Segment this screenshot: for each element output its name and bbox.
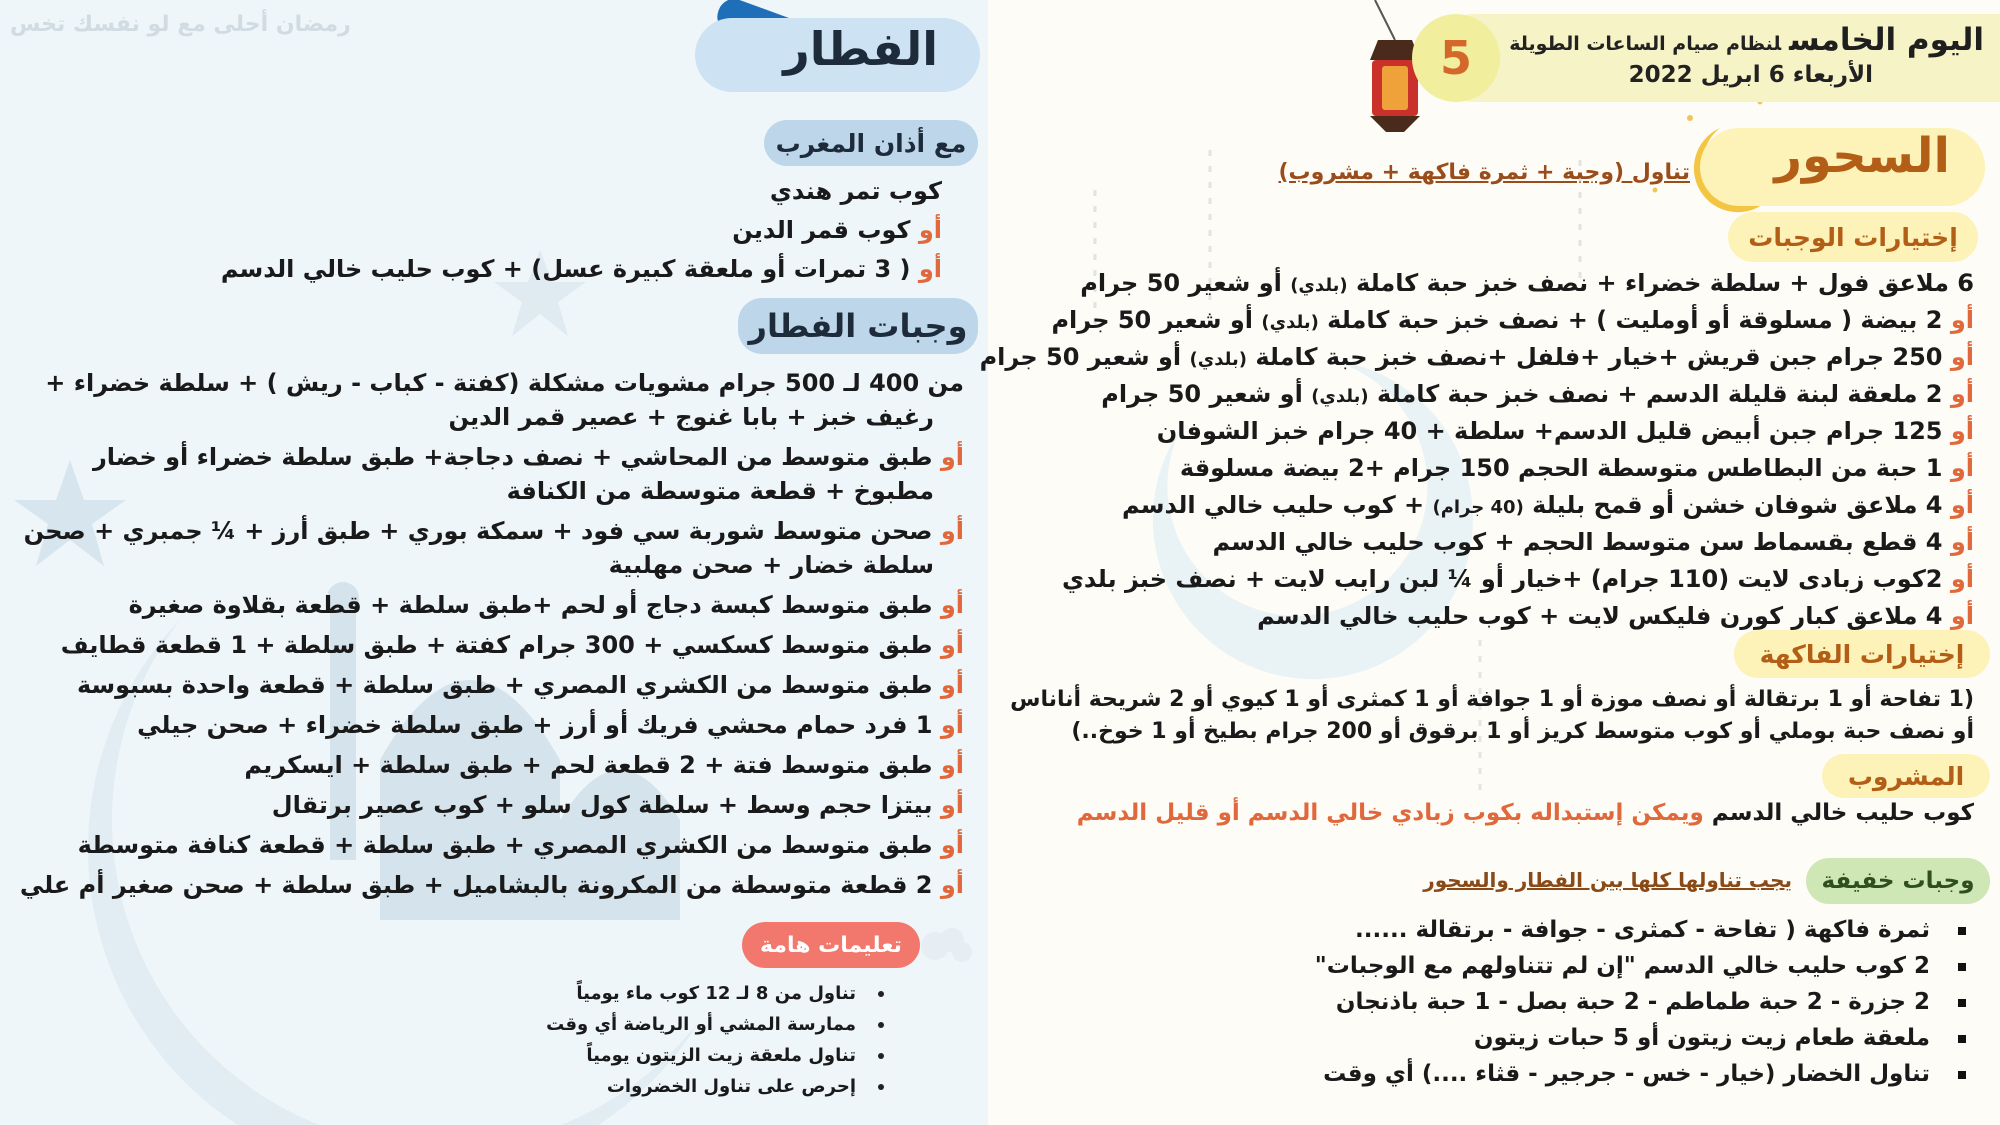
list-item: ثمرة فاكهة ( تفاحة - كمثرى - جوافة - برتقالة ...... <box>1315 912 1966 948</box>
tips-list <box>546 978 884 1102</box>
list-item: أو طبق متوسط من الكشري المصري + طبق سلطة + قطعة واحدة بسبوسة <box>76 671 964 699</box>
drink-text <box>1077 800 1974 826</box>
fruit-heading: إختيارات الفاكهة <box>1734 630 1990 678</box>
list-item: تناول من 8 لـ 12 كوب ماء يومياً <box>546 978 884 1009</box>
list-item: أو 125 جرام جبن أبيض قليل الدسم+ سلطة + 40 جرام خبز الشوفان <box>1156 417 1974 445</box>
iftar-title: الفطار <box>783 22 938 76</box>
list-item: أو 1 حبة من البطاطس متوسطة الحجم 150 جرام +2 بيضة مسلوقة <box>1179 454 1974 482</box>
snacks-list <box>1315 912 1966 1092</box>
snacks-heading: وجبات خفيفة <box>1806 858 1990 904</box>
list-item: ملعقة طعام زيت زيتون أو 5 حبات زيتون <box>1315 1020 1966 1056</box>
list-item: كوب تمر هندي <box>769 177 942 205</box>
list-item: أو طبق متوسط كسكسي + 300 جرام كفتة + طبق سلطة + 1 قطعة قطايف <box>60 631 964 659</box>
maghrib-list <box>221 172 942 289</box>
list-item: 6 ملاعق فول + سلطة خضراء + نصف خبز حبة كاملة (بلدي) أو شعير 50 جرام <box>1080 269 1974 297</box>
list-item: ممارسة المشي أو الرياضة أي وقت <box>546 1009 884 1040</box>
list-item: أو 4 ملاعق كبار كورن فليكس لايت + كوب حليب خالي الدسم <box>1257 602 1974 630</box>
iftar-meals-heading: وجبات الفطار <box>738 298 978 354</box>
day-title-main: اليوم الخامس <box>1789 22 1984 58</box>
list-item: أو 2كوب زبادى لايت (110 جرام) +خيار أو ¼ لبن رايب لايت + نصف خبز بلدي <box>1061 565 1974 593</box>
maghrib-heading: مع أذان المغرب <box>764 120 978 166</box>
list-item: إحرص على تناول الخضروات <box>546 1071 884 1102</box>
drink-alternative: ويمكن إستبداله بكوب زبادي خالي الدسم أو قليل الدسم <box>1076 800 1704 826</box>
snacks-note: يجب تناولها كلها بين الفطار والسحور <box>1423 868 1792 892</box>
list-item: أو كوب قمر الدين <box>732 216 942 244</box>
list-item: أو طبق متوسط من الكشري المصري + طبق سلطة + قطعة كنافة متوسطة <box>77 831 964 859</box>
sahoor-meals-heading: إختيارات الوجبات <box>1728 212 1978 262</box>
list-item: أو 1 فرد حمام محشي فريك أو أرز + طبق سلطة خضراء + صحن جيلي <box>137 711 964 739</box>
drink-main: كوب حليب خالي الدسم <box>1703 800 1974 826</box>
list-item: أو طبق متوسط كبسة دجاج أو لحم +طبق سلطة + قطعة بقلاوة صغيرة <box>128 591 964 619</box>
fruit-options <box>1010 684 1974 748</box>
list-item: 2 كوب حليب خالي الدسم "إن لم تتناولهم مع الوجبات" <box>1315 948 1966 984</box>
fruit-line-1: (1 تفاحة أو 1 برتقالة أو نصف موزة أو 1 جوافة أو 1 كمثرى أو 1 كيوي أو 2 شريحة أناناس <box>1010 687 1974 712</box>
list-item: أو طبق متوسط فتة + 2 قطعة لحم + طبق سلطة + ايسكريم <box>244 751 964 779</box>
list-item: أو ( 3 تمرات أو ملعقة كبيرة عسل) + كوب حليب خالي الدسم <box>220 255 942 283</box>
sahoor-title: السحور <box>1774 128 1950 184</box>
fruit-line-2: أو نصف حبة بوملي أو كوب متوسط كريز أو 1 برقوق أو 200 جرام بطيخ أو 1 خوخ..) <box>1071 719 1974 744</box>
sahoor-subtitle: تناول (وجبة + ثمرة فاكهة + مشروب) <box>1278 160 1690 185</box>
day-title <box>1509 22 1984 58</box>
list-item: 2 جزرة - 2 حبة طماطم - 2 حبة بصل - 1 حبة باذنجان <box>1315 984 1966 1020</box>
iftar-meals-list <box>14 366 964 908</box>
list-item: تناول الخضار (خيار - خس - جرجير - قثاء ....) أي وقت <box>1315 1056 1966 1092</box>
day-date: الأربعاء 6 ابريل 2022 <box>1628 62 1873 88</box>
list-item: أو بيتزا حجم وسط + سلطة كول سلو + كوب عصير برتقال <box>271 791 964 819</box>
tips-heading: تعليمات هامة <box>742 922 920 968</box>
list-item: من 400 لـ 500 جرام مشويات مشكلة (كفتة - كباب - ريش ) + سلطة خضراء + رغيف خبز + بابا غنوج + عصير قمر الدين <box>45 369 964 431</box>
watermark-text: رمضان أحلى مع لو نفسك تخس <box>10 12 351 37</box>
list-item: أو 4 ملاعق شوفان خشن أو قمح بليلة (40 جرام) + كوب حليب خالي الدسم <box>1122 491 1974 519</box>
day-number-badge: 5 <box>1412 14 1500 102</box>
drink-heading: المشروب <box>1822 754 1990 798</box>
list-item: أو 4 قطع بقسماط سن متوسط الحجم + كوب حليب خالي الدسم <box>1212 528 1974 556</box>
list-item: تناول ملعقة زيت الزيتون يومياً <box>546 1040 884 1071</box>
list-item: أو 2 قطعة متوسطة من المكرونة بالبشاميل + طبق سلطة + صحن صغير أم علي <box>19 871 964 899</box>
cloud-icon <box>921 928 972 962</box>
list-item: أو صحن متوسط شوربة سي فود + سمكة بوري + طبق أرز + ¼ جمبري + صحن سلطة خضار + صحن مهلبية <box>23 517 964 579</box>
list-item: أو 2 بيضة ( مسلوقة أو أومليت ) + نصف خبز حبة كاملة (بلدي) أو شعير 50 جرام <box>1051 306 1974 334</box>
list-item: أو طبق متوسط من المحاشي + نصف دجاجة+ طبق سلطة خضراء أو خضار مطبوخ + قطعة متوسطة من الكنافة <box>92 443 964 505</box>
list-item: أو 2 ملعقة لبنة قليلة الدسم + نصف خبز حبة كاملة (بلدي) أو شعير 50 جرام <box>1101 380 1974 408</box>
day-title-subtitle: لنظام صيام الساعات الطويلة <box>1509 33 1782 55</box>
list-item: أو 250 جرام جبن قريش +خيار +فلفل +نصف خبز حبة كاملة (بلدي) أو شعير 50 جرام <box>979 343 1974 371</box>
sahoor-meals-list <box>979 266 1974 636</box>
